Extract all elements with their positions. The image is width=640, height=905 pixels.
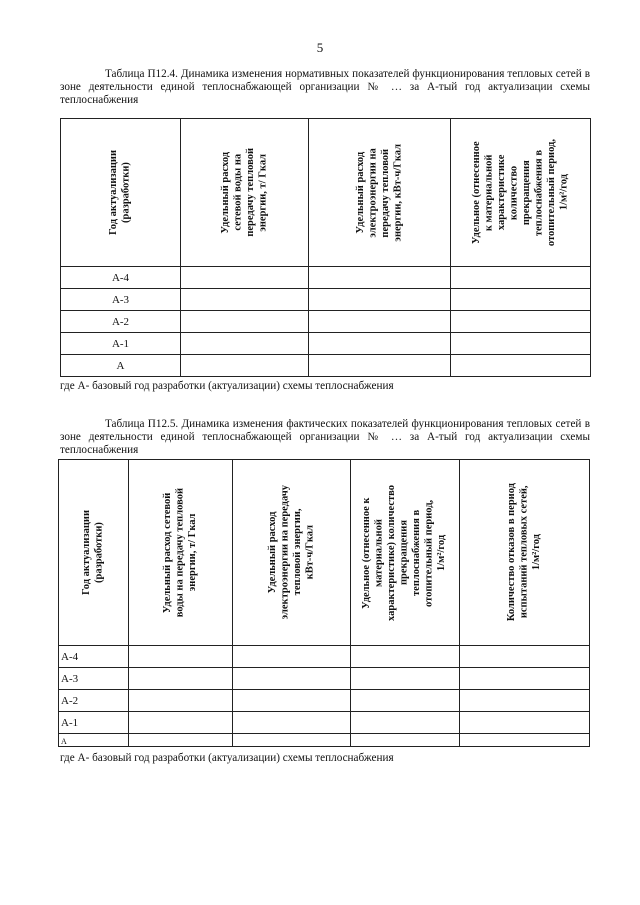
table-cell (460, 712, 590, 734)
table2-header-interruptions: Удельное (отнесенное к материальной характеристике) количество прекращения теплоснабжения в отопительный период, 1/м²/год (351, 460, 460, 646)
table-1 (60, 118, 591, 377)
table-cell (129, 668, 233, 690)
table-cell (181, 333, 309, 355)
table-row (61, 311, 591, 333)
table-cell (181, 267, 309, 289)
table-cell (451, 289, 591, 311)
year-cell: А-4 (61, 267, 181, 289)
table2-caption-text: Таблица П12.5. Динамика изменения фактических показателей функционирования тепловых сетей в зоне деятельности единой теплоснабжающей организации № … за А-тый год актуализации схемы теплоснабжения (60, 418, 590, 456)
year-cell: А-2 (59, 690, 129, 712)
table-cell (129, 646, 233, 668)
table-cell (233, 712, 351, 734)
table-cell (309, 355, 451, 377)
year-cell: А (59, 734, 129, 747)
table-row (59, 668, 590, 690)
table-cell (351, 668, 460, 690)
table1-header-year: Год актуализации (разработки) (61, 119, 181, 267)
table-cell (460, 690, 590, 712)
table2-header-electricity: Удельный расход электроэнергии на передачу тепловой энергии, кВт-ч/Гкал (233, 460, 351, 646)
table-cell (233, 734, 351, 747)
table2-header-row (59, 460, 590, 646)
table2-header-water: Удельный расход сетевой воды на передачу тепловой энергии, т/ Гкал (129, 460, 233, 646)
table-cell (233, 646, 351, 668)
table-row (59, 690, 590, 712)
table-cell (451, 355, 591, 377)
table1-header-row (61, 119, 591, 267)
table-row (61, 355, 591, 377)
page-number: 5 (316, 40, 324, 55)
year-cell: А-1 (59, 712, 129, 734)
year-cell: А-3 (61, 289, 181, 311)
table-cell (351, 690, 460, 712)
table-cell (129, 712, 233, 734)
table-cell (460, 646, 590, 668)
table-row (59, 646, 590, 668)
table2-note: где А- базовый год разработки (актуализации) схемы теплоснабжения (60, 752, 394, 764)
table-row (59, 712, 590, 734)
table2-header-year: Год актуализации (разработки) (59, 460, 129, 646)
table-cell (451, 333, 591, 355)
table-cell (460, 668, 590, 690)
table-row (59, 734, 590, 747)
table-cell (181, 311, 309, 333)
table-row (61, 333, 591, 355)
year-cell: А-4 (59, 646, 129, 668)
table1-header-interruptions: Удельное (отнесенное к материальной характеристике количество прекращения теплоснабжения в отопительный период, 1/м²/год (451, 119, 591, 267)
table-cell (233, 690, 351, 712)
year-cell: А-3 (59, 668, 129, 690)
table1-note: где А- базовый год разработки (актуализации) схемы теплоснабжения (60, 380, 394, 392)
table-cell (309, 289, 451, 311)
table-cell (351, 646, 460, 668)
table-cell (309, 311, 451, 333)
table-cell (309, 267, 451, 289)
table1-caption-text: Таблица П12.4. Динамика изменения нормативных показателей функционирования тепловых сетей в зоне деятельности единой теплоснабжающей организации № … за А-тый год актуализации схемы теплоснабжения (60, 68, 590, 106)
table-cell (351, 734, 460, 747)
table-2 (58, 459, 590, 747)
year-cell: А (61, 355, 181, 377)
table-row (61, 267, 591, 289)
table2-header-failures: Количество отказов в период испытаний тепловых сетей, 1/м²/год (460, 460, 590, 646)
table1-caption (60, 68, 590, 107)
table-row (61, 289, 591, 311)
table-cell (129, 690, 233, 712)
table1-header-water: Удельный расход сетевой воды на передачу тепловой энергии, т/ Гкал (181, 119, 309, 267)
table-cell (129, 734, 233, 747)
table-cell (233, 668, 351, 690)
year-cell: А-2 (61, 311, 181, 333)
table1-header-electricity: Удельный расход электроэнергии на передачу тепловой энергии, кВт-ч/Гкал (309, 119, 451, 267)
table-cell (351, 712, 460, 734)
table-cell (181, 355, 309, 377)
table-cell (451, 267, 591, 289)
table-cell (451, 311, 591, 333)
table-cell (309, 333, 451, 355)
table-cell (181, 289, 309, 311)
year-cell: А-1 (61, 333, 181, 355)
table-cell (460, 734, 590, 747)
table2-caption (60, 418, 590, 457)
